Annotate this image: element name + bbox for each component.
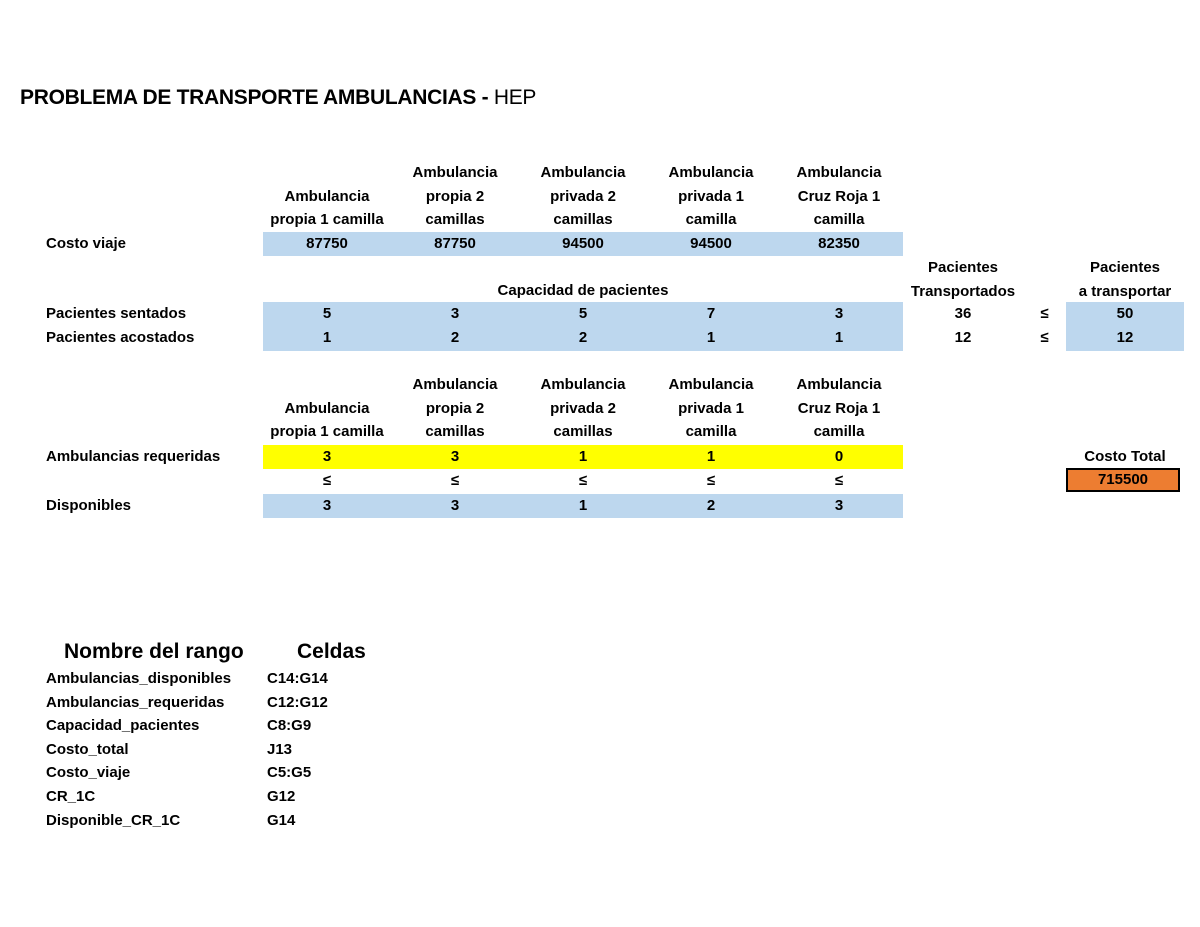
costo-viaje-label: Costo viaje bbox=[46, 235, 127, 252]
disponibles-cell: 3 bbox=[450, 497, 460, 514]
header-top-col-4-line1: Ambulancia bbox=[668, 164, 754, 181]
capacidad-header: Capacidad de pacientes bbox=[497, 282, 669, 299]
named-range-cells: C14:G14 bbox=[267, 670, 328, 687]
requeridas-cell: 0 bbox=[834, 448, 844, 465]
costo-viaje-cell: 94500 bbox=[562, 235, 604, 252]
header-top-col-1-line1 bbox=[263, 161, 391, 185]
transportados-cell: 36 bbox=[954, 305, 972, 322]
capacidad-cell: 3 bbox=[834, 305, 844, 322]
capacidad-cell: 5 bbox=[578, 305, 588, 322]
costo-total-value: 715500 bbox=[1066, 468, 1180, 492]
header-top-col-1-line3: propia 1 camilla bbox=[270, 211, 384, 228]
header-top-col-2-line1: Ambulancia bbox=[412, 164, 498, 181]
header-bottom-col-4-line3: camilla bbox=[685, 423, 737, 440]
a-transportar-header bbox=[1066, 256, 1184, 303]
named-range-name: Ambulancias_requeridas bbox=[46, 693, 225, 711]
header-bottom-col-3-line2: privada 2 bbox=[550, 399, 616, 417]
header-bottom-col-2 bbox=[391, 373, 519, 444]
capacidad-cell: 7 bbox=[706, 305, 716, 322]
capacidad-cell: 1 bbox=[322, 329, 332, 346]
disponibles-cell: 2 bbox=[706, 497, 716, 514]
a-transportar-cell: 12 bbox=[1116, 329, 1134, 346]
transportados-cell: 12 bbox=[954, 329, 972, 346]
header-top-col-2-line2: propia 2 bbox=[425, 187, 485, 205]
header-bottom-col-1-line1 bbox=[263, 373, 391, 397]
header-top-col-3-line3: camillas bbox=[553, 211, 613, 228]
header-top-col-4-line3: camilla bbox=[685, 211, 737, 228]
requeridas-cell: 1 bbox=[578, 448, 588, 465]
header-bottom-col-5-line1: Ambulancia bbox=[796, 376, 882, 393]
header-top-col-5-line1: Ambulancia bbox=[796, 164, 882, 181]
costo-viaje-cell: 82350 bbox=[818, 235, 860, 252]
a-transportar-header-line1: Pacientes bbox=[1089, 259, 1161, 276]
requeridas-label: Ambulancias requeridas bbox=[46, 448, 221, 465]
header-top-col-3-line1: Ambulancia bbox=[540, 164, 626, 181]
named-range-cells: J13 bbox=[267, 740, 293, 758]
requeridas-cell: 3 bbox=[450, 448, 460, 465]
disponibles-cell: 3 bbox=[322, 497, 332, 514]
named-range-name: Ambulancias_disponibles bbox=[46, 670, 232, 687]
header-top-col-4 bbox=[647, 161, 775, 232]
header-top-col-1 bbox=[263, 161, 391, 232]
header-bottom-col-3-line1: Ambulancia bbox=[540, 376, 626, 393]
header-top-col-1-line2: Ambulancia bbox=[284, 187, 370, 205]
a-transportar-cell: 50 bbox=[1116, 305, 1134, 322]
header-top-col-5-line3: camilla bbox=[813, 211, 865, 228]
named-range-cells: C8:G9 bbox=[267, 717, 312, 735]
header-bottom-col-2-line1: Ambulancia bbox=[412, 376, 498, 393]
named-range-header-cells: Celdas bbox=[297, 640, 366, 663]
disponibles-label: Disponibles bbox=[46, 497, 132, 514]
named-range-cells: G12 bbox=[267, 788, 296, 805]
requeridas-op-cell: ≤ bbox=[322, 472, 332, 489]
header-bottom-col-4-line2: privada 1 bbox=[678, 399, 744, 417]
costo-viaje-cell: 94500 bbox=[690, 235, 732, 252]
header-bottom-col-1-line3: propia 1 camilla bbox=[270, 423, 384, 440]
capacidad-cell: 2 bbox=[450, 329, 460, 346]
costo-viaje-cell: 87750 bbox=[434, 235, 476, 252]
named-range-cells: G14 bbox=[267, 811, 296, 829]
named-range-name: Disponible_CR_1C bbox=[46, 811, 181, 829]
a-transportar-header-line2: a transportar bbox=[1078, 282, 1172, 300]
header-top-col-5-line2: Cruz Roja 1 bbox=[797, 187, 881, 205]
header-bottom-col-1 bbox=[263, 373, 391, 444]
header-top-col-5 bbox=[775, 161, 903, 232]
disponibles-cell: 1 bbox=[578, 497, 588, 514]
header-bottom-col-5 bbox=[775, 373, 903, 444]
header-bottom-col-3-line3: camillas bbox=[553, 423, 613, 440]
requeridas-op-cell: ≤ bbox=[706, 472, 716, 489]
named-range-cells: C12:G12 bbox=[267, 693, 328, 711]
requeridas-op-cell: ≤ bbox=[834, 472, 844, 489]
capacidad-cell: 1 bbox=[706, 329, 716, 346]
header-bottom-col-4-line1: Ambulancia bbox=[668, 376, 754, 393]
header-top-col-2 bbox=[391, 161, 519, 232]
header-bottom-col-5-line3: camilla bbox=[813, 423, 865, 440]
named-range-cells: C5:G5 bbox=[267, 764, 312, 782]
requeridas-op-cell: ≤ bbox=[578, 472, 588, 489]
transportados-header-line2: Transportados bbox=[910, 282, 1016, 300]
header-bottom-col-3 bbox=[519, 373, 647, 444]
transportados-header-line1: Pacientes bbox=[927, 259, 999, 276]
named-range-name: CR_1C bbox=[46, 788, 96, 805]
header-bottom-col-2-line3: camillas bbox=[425, 423, 485, 440]
named-range-name: Costo_total bbox=[46, 740, 129, 758]
transportados-header bbox=[903, 256, 1023, 303]
header-bottom-col-5-line2: Cruz Roja 1 bbox=[797, 399, 881, 417]
header-bottom-col-4 bbox=[647, 373, 775, 444]
header-top-col-3-line2: privada 2 bbox=[550, 187, 616, 205]
header-top-col-2-line3: camillas bbox=[425, 211, 485, 228]
requeridas-cell: 1 bbox=[706, 448, 716, 465]
header-top-col-3 bbox=[519, 161, 647, 232]
requeridas-cell: 3 bbox=[322, 448, 332, 465]
title-suffix: HEP bbox=[488, 86, 537, 109]
header-bottom-col-1-line2: Ambulancia bbox=[284, 399, 370, 417]
costo-total-label: Costo Total bbox=[1084, 448, 1166, 465]
capacidad-cell: 1 bbox=[834, 329, 844, 346]
capacidad-cell: 5 bbox=[322, 305, 332, 322]
capacidad-cell: 2 bbox=[578, 329, 588, 346]
header-bottom-col-2-line2: propia 2 bbox=[425, 399, 485, 417]
pacientes-acostados-label: Pacientes acostados bbox=[46, 329, 195, 346]
requeridas-op-cell: ≤ bbox=[450, 472, 460, 489]
named-range-name: Costo_viaje bbox=[46, 764, 131, 782]
title-main: PROBLEMA DE TRANSPORTE AMBULANCIAS - bbox=[20, 86, 489, 109]
capacidad-op: ≤ bbox=[1040, 305, 1049, 322]
capacidad-op: ≤ bbox=[1040, 329, 1049, 346]
page-title bbox=[20, 86, 536, 110]
disponibles-cell: 3 bbox=[834, 497, 844, 514]
pacientes-sentados-label: Pacientes sentados bbox=[46, 305, 187, 322]
capacidad-cell: 3 bbox=[450, 305, 460, 322]
named-range-name: Capacidad_pacientes bbox=[46, 717, 200, 735]
named-range-header-name: Nombre del rango bbox=[64, 640, 244, 663]
costo-viaje-cell: 87750 bbox=[306, 235, 348, 252]
header-top-col-4-line2: privada 1 bbox=[678, 187, 744, 205]
